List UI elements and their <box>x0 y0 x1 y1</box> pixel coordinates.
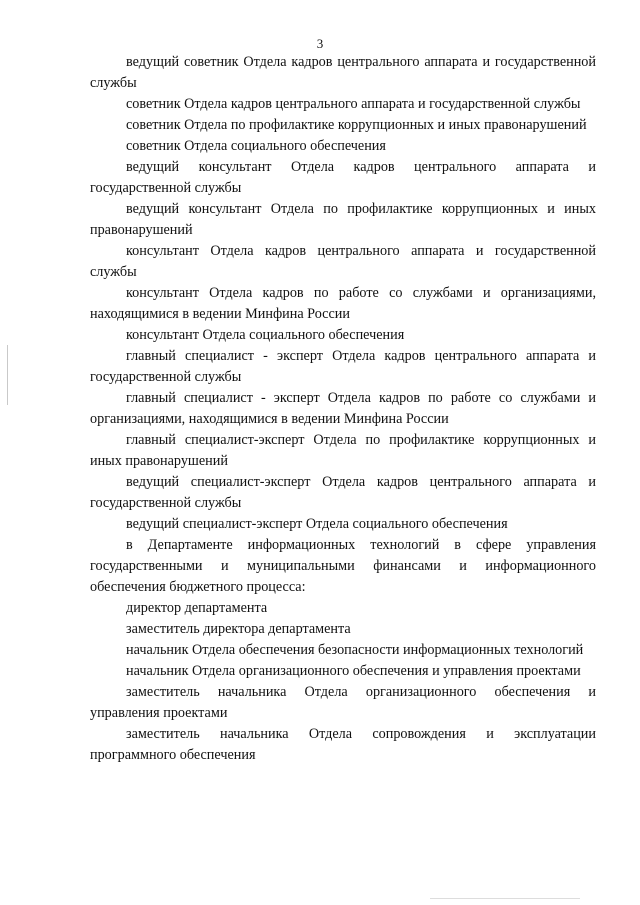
paragraph: ведущий консультант Отдела по профилактике коррупционных и иных правонарушений <box>90 201 596 238</box>
paragraph: начальник Отдела организационного обеспечения и управления проектами <box>126 663 581 679</box>
paragraph: консультант Отдела социального обеспечения <box>126 327 405 343</box>
paragraph: заместитель начальника Отдела организационного обеспечения и управления проектами <box>90 684 596 721</box>
paragraph: советник Отдела кадров центрального аппарата и государственной службы <box>126 96 581 112</box>
paragraph: заместитель директора департамента <box>126 621 351 637</box>
paragraph: ведущий специалист-эксперт Отдела кадров центрального аппарата и государственной службы <box>90 474 596 511</box>
paragraph: консультант Отдела кадров центрального аппарата и государственной службы <box>90 243 596 280</box>
paragraph: консультант Отдела кадров по работе со службами и организациями, находящимися в ведении Минфина России <box>90 285 596 322</box>
paragraph: советник Отдела социального обеспечения <box>126 138 386 154</box>
paragraph: директор департамента <box>126 600 268 616</box>
scan-edge-mark <box>7 345 8 405</box>
paragraph: в Департаменте информационных технологий в сфере управления государственными и муниципальными финансами и информационного обеспечения бюджетного процесса: <box>90 537 596 595</box>
paragraph: главный специалист-эксперт Отдела по профилактике коррупционных и иных правонарушений <box>90 432 596 469</box>
paragraph: ведущий специалист-эксперт Отдела социального обеспечения <box>126 516 508 532</box>
page-number: 3 <box>316 36 324 51</box>
paragraph: ведущий советник Отдела кадров центрального аппарата и государственной службы <box>90 54 596 91</box>
paragraph: заместитель начальника Отдела сопровождения и эксплуатации программного обеспечения <box>90 726 596 763</box>
document-body <box>90 52 596 766</box>
paragraph: советник Отдела по профилактике коррупционных и иных правонарушений <box>126 117 587 133</box>
paragraph: ведущий консультант Отдела кадров центрального аппарата и государственной службы <box>90 159 596 196</box>
paragraph: главный специалист - эксперт Отдела кадров центрального аппарата и государственной службы <box>90 348 596 385</box>
scan-bottom-mark <box>430 898 580 899</box>
paragraph: главный специалист - эксперт Отдела кадров по работе со службами и организациями, находящимися в ведении Минфина России <box>90 390 596 427</box>
paragraph: начальник Отдела обеспечения безопасности информационных технологий <box>126 642 584 658</box>
